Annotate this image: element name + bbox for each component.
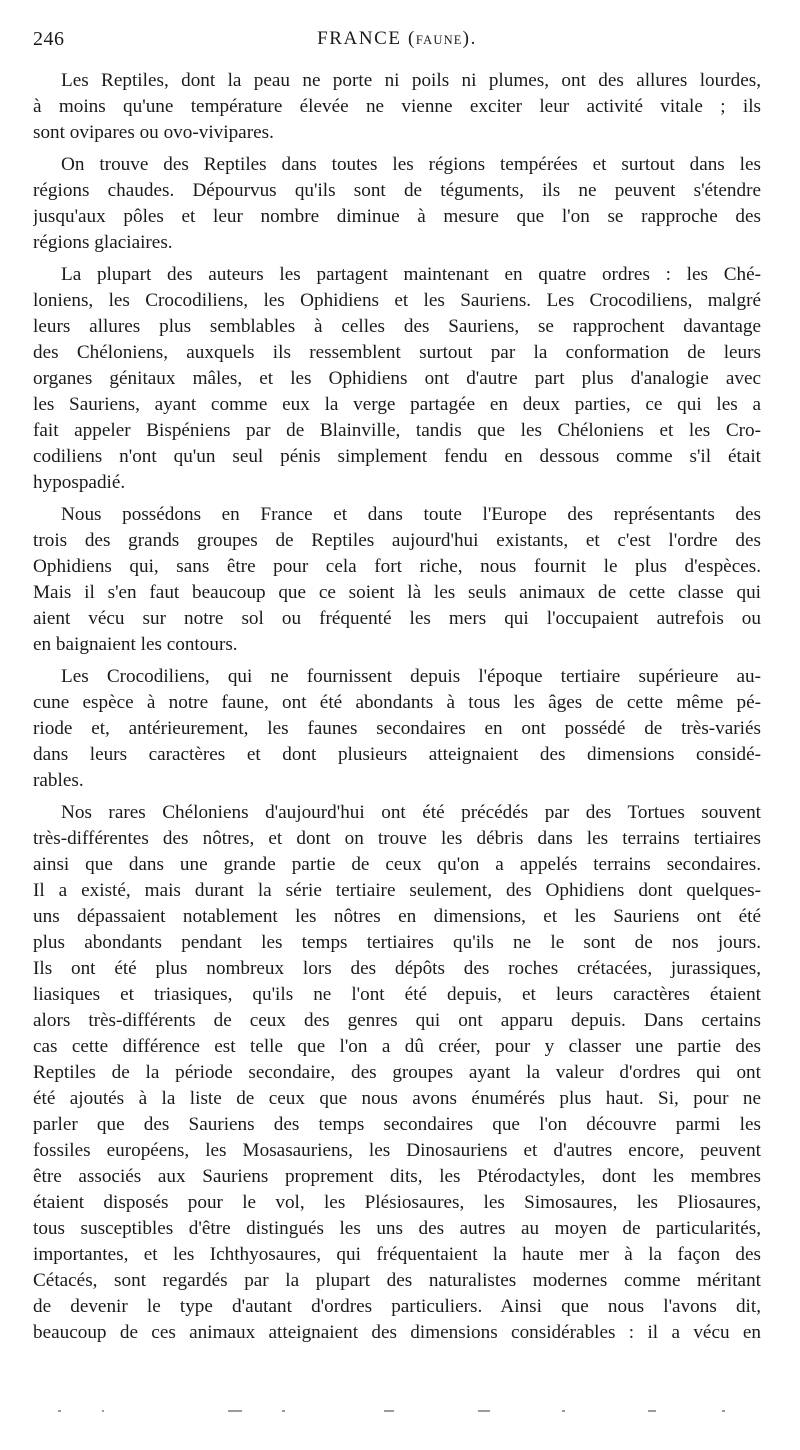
text-line: Ils ont été plus nombreux lors des dépôts des roches crétacées, jurassiques,	[33, 958, 761, 979]
text-line: plus abondants pendant les temps tertiaires qu'ils ne le sont de nos jours.	[33, 932, 761, 953]
text-line: parler que des Sauriens des temps secondaires que l'on découvre parmi les	[33, 1114, 761, 1135]
running-title-section: FAUNE	[415, 33, 463, 47]
running-title-main: FRANCE (	[317, 28, 416, 49]
text-line: beaucoup de ces animaux atteignaient des dimensions considérables : il a vécu en	[33, 1322, 761, 1343]
paragraph	[33, 664, 761, 794]
text-line: cune espèce à notre faune, ont été abondants à tous les âges de cette même pé-	[33, 692, 761, 713]
text-line: Les Crocodiliens, qui ne fournissent depuis l'époque tertiaire supérieure au-	[61, 666, 761, 687]
text-line: fait appeler Bispéniens par de Blainville, tandis que les Chéloniens et les Cro-	[33, 420, 761, 441]
text-line: loniens, les Crocodiliens, les Ophidiens et les Sauriens. Les Crocodiliens, malgré	[33, 290, 761, 311]
text-line: les Sauriens, ayant comme eux la verge partagée en deux parties, ce qui les a	[33, 394, 761, 415]
text-line: Ophidiens qui, sans être pour cela fort riche, nous fournit le plus d'espèces.	[33, 556, 761, 577]
text-line: sont ovipares ou ovo-vivipares.	[33, 122, 274, 143]
text-line: en baignaient les contours.	[33, 634, 238, 655]
text-line: dans leurs caractères et dont plusieurs atteignaient des dimensions considé-	[33, 744, 761, 765]
running-title	[33, 28, 761, 50]
text-line: à moins qu'une température élevée ne vienne exciter leur activité vitale ; ils	[33, 96, 761, 117]
text-line: ainsi que dans une grande partie de ceux qu'on a appelés terrains secondaires.	[33, 854, 761, 875]
text-line: aient vécu sur notre sol ou fréquenté les mers qui l'occupaient autrefois ou	[33, 608, 761, 629]
running-header	[33, 28, 761, 58]
page-bottom-specks	[50, 1408, 750, 1414]
text-line: importantes, et les Ichthyosaures, qui fréquentaient la haute mer à la façon des	[33, 1244, 761, 1265]
text-line: rables.	[33, 770, 84, 791]
paragraph	[33, 502, 761, 658]
text-line: Il a existé, mais durant la série tertiaire seulement, des Ophidiens dont quelques-	[33, 880, 761, 901]
text-line: régions glaciaires.	[33, 232, 173, 253]
text-line: uns dépassaient notablement les nôtres en dimensions, et les Sauriens ont été	[33, 906, 761, 927]
text-line: alors très-différents de ceux des genres qui ont apparu depuis. Dans certains	[33, 1010, 761, 1031]
text-line: La plupart des auteurs les partagent maintenant en quatre ordres : les Ché-	[61, 264, 761, 285]
text-line: leurs allures plus semblables à celles des Sauriens, se rapprochent davantage	[33, 316, 761, 337]
text-line: Nous possédons en France et dans toute l'Europe des représentants des	[61, 504, 761, 525]
text-line: riode et, antérieurement, les faunes secondaires en ont possédé de très-variés	[33, 718, 761, 739]
text-line: été ajoutés à la liste de ceux que nous avons énumérés plus haut. Si, pour ne	[33, 1088, 761, 1109]
text-line: tous susceptibles d'être distingués les uns des autres au moyen de particularités,	[33, 1218, 761, 1239]
text-line: très-différentes des nôtres, et dont on trouve les débris dans les terrains tertiaires	[33, 828, 761, 849]
text-line: jusqu'aux pôles et leur nombre diminue à mesure que l'on se rapproche des	[33, 206, 761, 227]
page-number: 246	[33, 28, 65, 50]
text-line: étaient disposés pour le vol, les Plésiosaures, les Simosaures, les Pliosaures,	[33, 1192, 761, 1213]
text-line: des Chéloniens, auxquels ils ressemblent surtout par la conformation de leurs	[33, 342, 761, 363]
text-line: de devenir le type d'autant d'ordres particuliers. Ainsi que nous l'avons dit,	[33, 1296, 761, 1317]
text-line: cas cette différence est telle que l'on a dû créer, pour y classer une partie des	[33, 1036, 761, 1057]
running-title-end: ).	[462, 28, 477, 49]
text-line: Nos rares Chéloniens d'aujourd'hui ont été précédés par des Tortues souvent	[61, 802, 761, 823]
text-line: organes génitaux mâles, et les Ophidiens ont d'autre part plus d'analogie avec	[33, 368, 761, 389]
paragraph	[33, 68, 761, 146]
body-text	[33, 68, 761, 1352]
text-line: On trouve des Reptiles dans toutes les régions tempérées et surtout dans les	[61, 154, 761, 175]
paragraph	[33, 152, 761, 256]
text-line: fossiles européens, les Mosasauriens, les Dinosauriens et d'autres encore, peuvent	[33, 1140, 761, 1161]
text-line: régions chaudes. Dépourvus qu'ils sont de téguments, ils ne peuvent s'étendre	[33, 180, 761, 201]
text-line: hypospadié.	[33, 472, 126, 493]
text-line: Cétacés, sont regardés par la plupart des naturalistes modernes comme méritant	[33, 1270, 761, 1291]
text-line: liasiques et triasiques, qu'ils ne l'ont été depuis, et leurs caractères étaient	[33, 984, 761, 1005]
paragraph	[33, 262, 761, 496]
text-line: être associés aux Sauriens proprement dits, les Ptérodactyles, dont les membres	[33, 1166, 761, 1187]
text-line: trois des grands groupes de Reptiles aujourd'hui existants, et c'est l'ordre des	[33, 530, 761, 551]
paragraph	[33, 800, 761, 1346]
text-line: Les Reptiles, dont la peau ne porte ni poils ni plumes, ont des allures lourdes,	[61, 70, 761, 91]
text-line: Mais il s'en faut beaucoup que ce soient là les seuls animaux de cette classe qui	[33, 582, 761, 603]
text-line: codiliens n'ont qu'un seul pénis simplement fendu en dessous comme s'il était	[33, 446, 761, 467]
text-line: Reptiles de la période secondaire, des groupes ayant la valeur d'ordres qui ont	[33, 1062, 761, 1083]
